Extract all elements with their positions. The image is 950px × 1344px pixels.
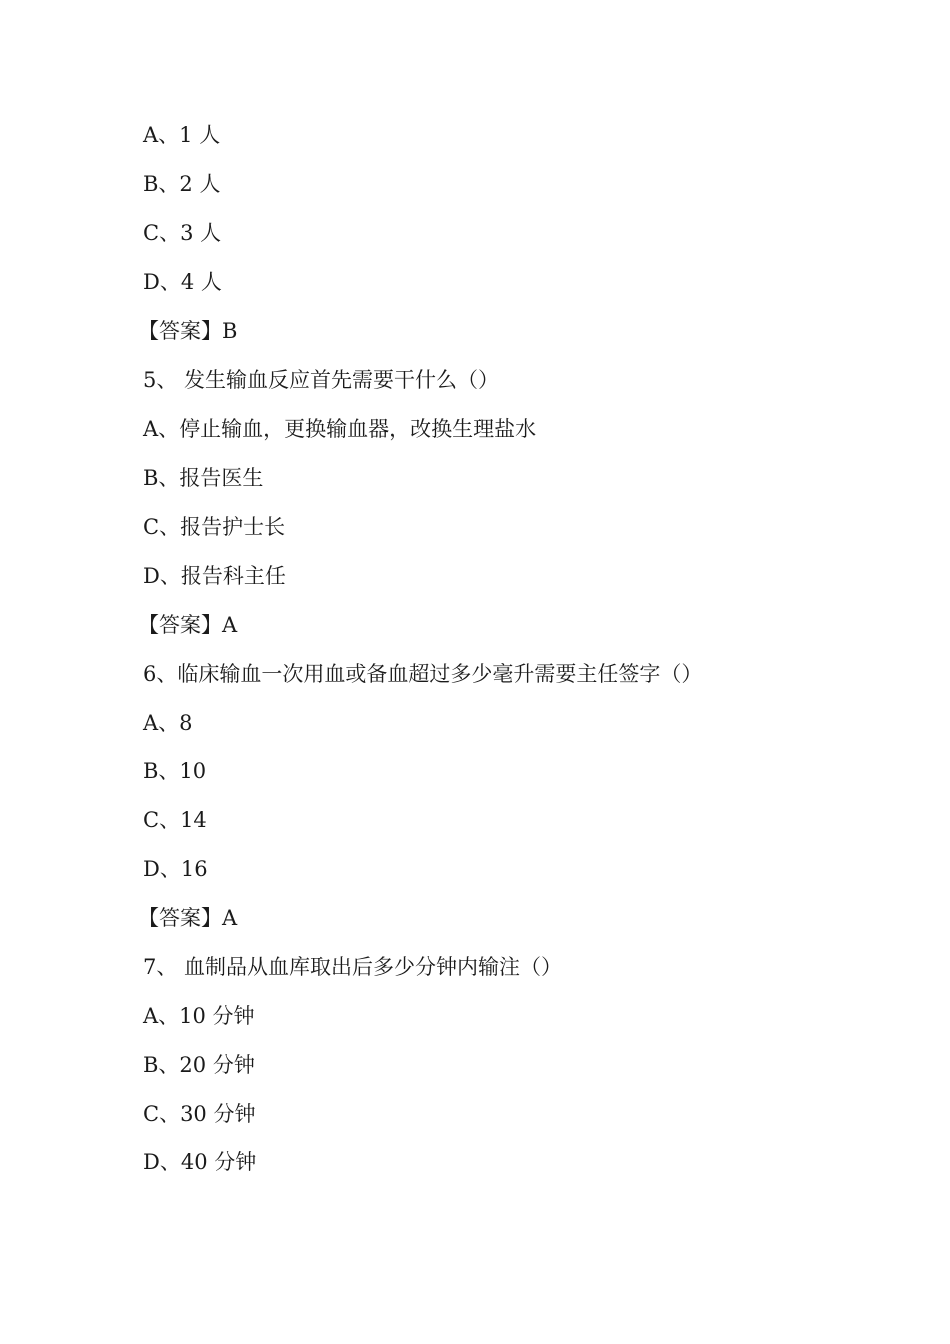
- option-q7-b: B、20 分钟: [143, 1053, 255, 1077]
- option-q4-d: D、4 人: [143, 270, 222, 294]
- option-q7-d: D、40 分钟: [143, 1150, 257, 1174]
- option-q7-a: A、10 分钟: [143, 1004, 255, 1028]
- option-q6-a: A、8: [143, 711, 193, 735]
- option-q4-b: B、2 人: [143, 172, 221, 196]
- option-q5-d: D、报告科主任: [143, 564, 286, 588]
- option-q5-b: B、报告医生: [143, 466, 264, 490]
- answer-q6: 【答案】A: [138, 906, 238, 930]
- option-q5-c: C、报告护士长: [143, 515, 286, 539]
- option-q4-c: C、3 人: [143, 221, 222, 245]
- answer-q5: 【答案】A: [138, 613, 238, 637]
- question-7: 7、 血制品从血库取出后多少分钟内输注（）: [143, 955, 563, 979]
- option-q5-a: A、停止输血，更换输血器，改换生理盐水: [143, 417, 537, 441]
- option-q7-c: C、30 分钟: [143, 1102, 256, 1126]
- option-q4-a: A、1 人: [143, 123, 221, 147]
- option-q6-c: C、14: [143, 808, 207, 832]
- question-5: 5、 发生输血反应首先需要干什么（）: [143, 368, 500, 392]
- answer-q4: 【答案】B: [138, 319, 238, 343]
- option-q6-d: D、16: [143, 857, 208, 881]
- question-6: 6、临床输血一次用血或备血超过多少毫升需要主任签字（）: [143, 662, 703, 686]
- option-q6-b: B、10: [143, 759, 207, 783]
